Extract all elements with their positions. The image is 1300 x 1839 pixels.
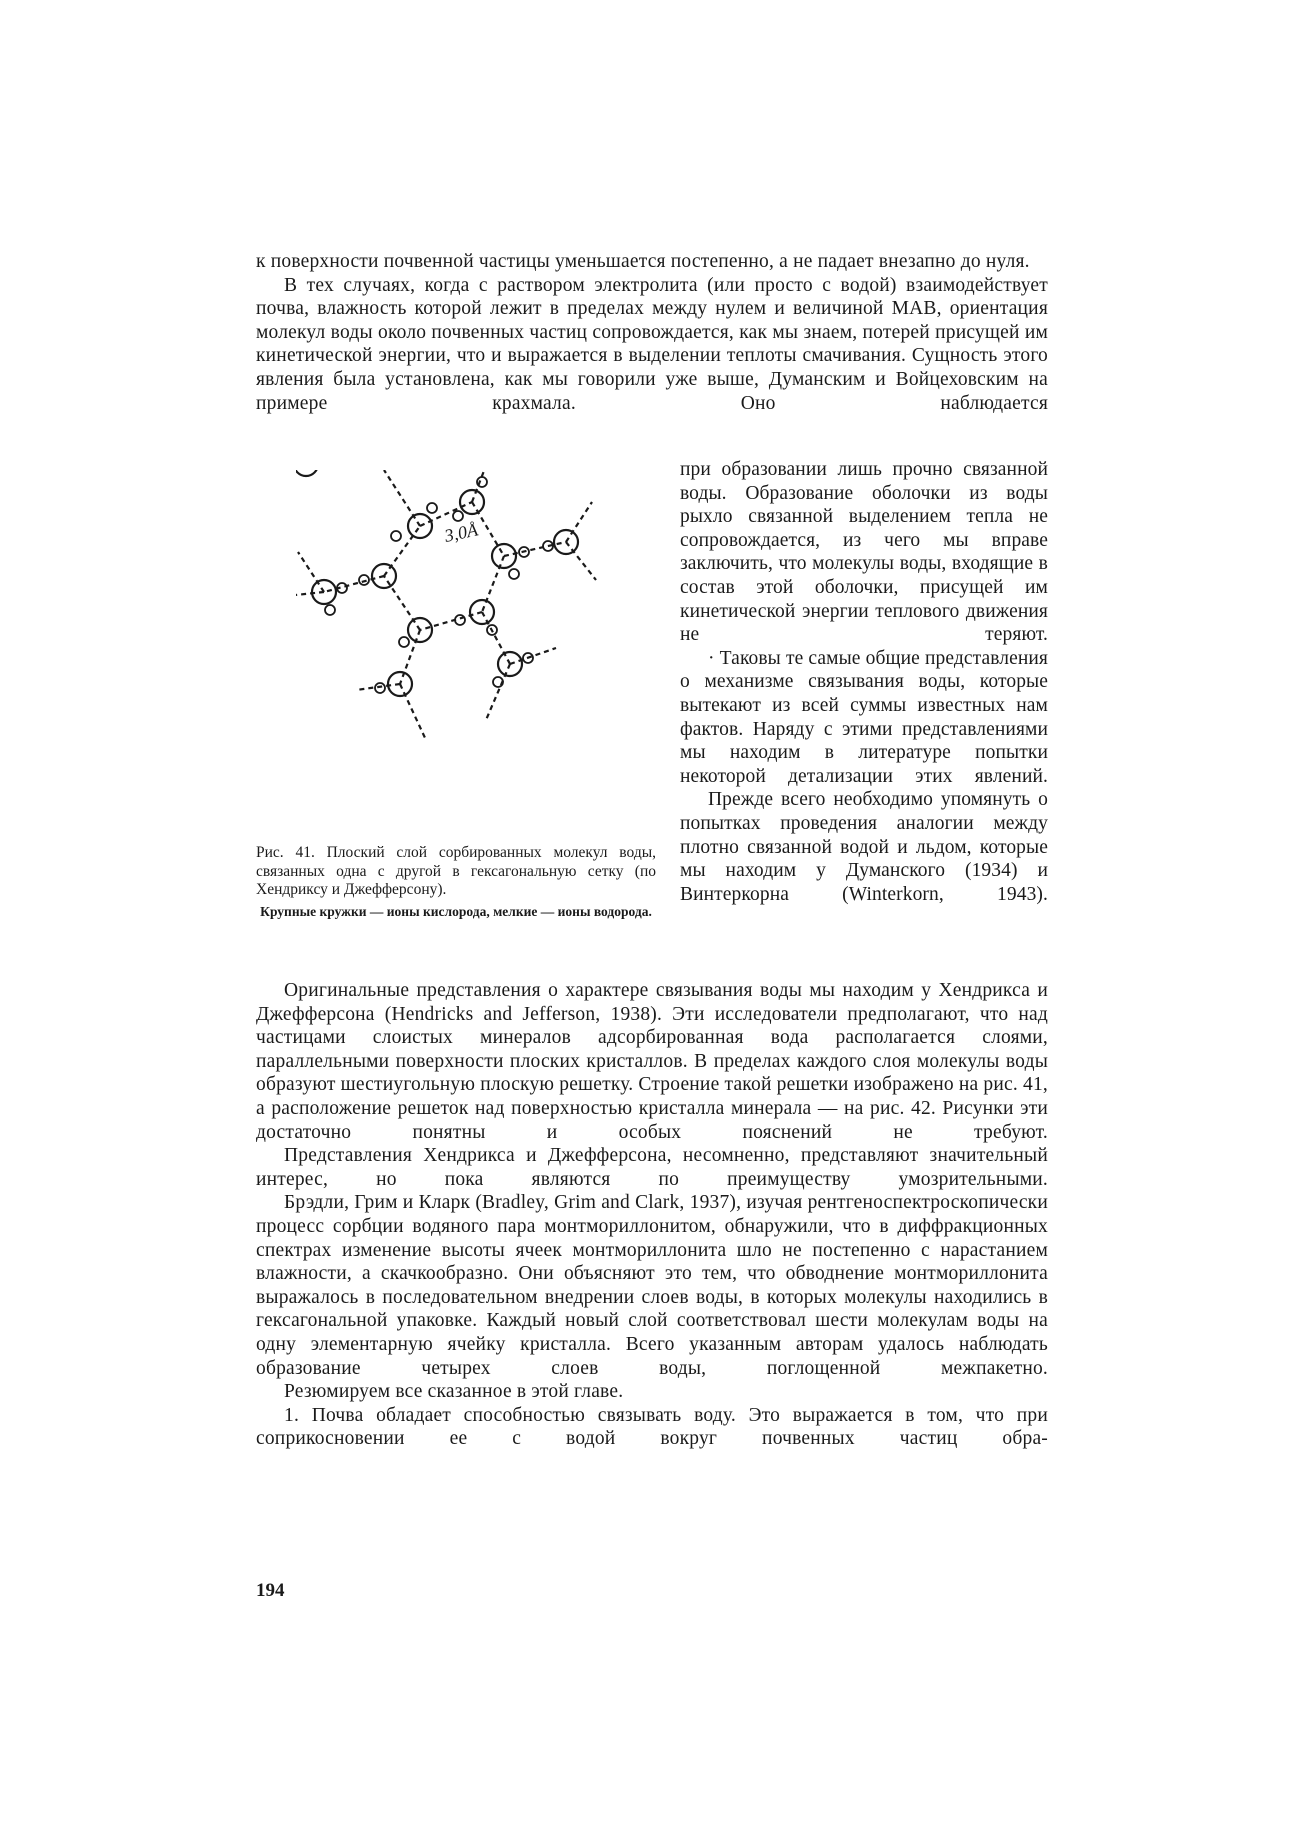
figure-caption — [256, 844, 656, 920]
oxygen-ion-circle — [296, 470, 318, 476]
lattice-diagram — [296, 470, 656, 830]
hydrogen-ion-circle — [455, 615, 465, 625]
hydrogen-ion-circle — [359, 575, 369, 585]
bond — [356, 684, 400, 690]
paragraph-speculative: Представления Хендрикса и Джефферсона, несомненно, представляют значительный интерес, но пока являются по преимуществу умозрительными. — [256, 1145, 1048, 1190]
paragraph-summary-1: 1. Почва обладает способностью связывать воду. Это выражается в том, что при соприкосновении ее с водой вокруг почвенных частиц обра- — [256, 1404, 1048, 1450]
paragraph-hendricks: Оригинальные представления о характере связывания воды мы находим у Хендрикса и Джефферсона (Hendricks and Jefferson, 1938). Эти исследователи предполагают, что над частицами слоистых минералов адсорбированная вода располагается слоями, параллельными поверхности плоских кристаллов. В пределах каждого слоя молекулы воды образуют шестиугольную плоскую решетку. Строение такой решетки изображено на рис. 41, а расположение решеток над поверхностью кристалла минерала — на рис. 42. Рисунки эти достаточно понятны и особых пояснений не требуют. — [256, 980, 1049, 1143]
paragraph-general-ideas: · Таковы те самые общие представления о механизме связывания воды, которые вытекают из всей суммы известных нам фактов. Наряду с этими представлениями мы находим в литературе попытки некоторой детализации этих явлений. — [680, 647, 1048, 787]
oxygen-ions — [296, 470, 578, 696]
bond — [566, 542, 596, 580]
paragraph-wetting-heat: В тех случаях, когда с раствором электролита (или просто с водой) взаимодействует почва, влажность которой лежит в пределах между нулем и величиной МАВ, ориентация молекул воды около почвенных частиц сопровождается, как мы знаем, потерей присущей им кинетической энергии, что и выражается в выделении теплоты смачивания. Сущность этого явления была установлена, как мы говорили уже выше, Думанским и Войцеховским на примере крахмала. Оно наблюдается — [256, 274, 1048, 414]
page-number: 194 — [256, 1580, 285, 1601]
distance-label: 3,0Å — [442, 519, 480, 546]
top-text — [256, 250, 1048, 415]
hydrogen-ion-circle — [391, 531, 401, 541]
hexagonal-water-lattice-figure — [296, 470, 656, 830]
bond — [400, 684, 426, 740]
bond — [482, 612, 510, 664]
bottom-text — [256, 979, 1048, 1451]
bond — [384, 470, 420, 526]
bond — [486, 664, 510, 720]
bond — [298, 552, 324, 592]
hydrogen-ion-circle — [427, 503, 437, 513]
hydrogen-ion-circle — [325, 605, 335, 615]
bond — [384, 576, 420, 630]
hydrogen-ion-circle — [399, 637, 409, 647]
bond — [384, 526, 420, 576]
bond — [296, 592, 324, 596]
paragraph-ice-analogy: Прежде всего необходимо упомянуть о попытках проведения аналогии между плотно связанной водой и льдом, которые мы находим у Думанского (1934) и Винтеркорна (Winterkorn, 1943). — [680, 789, 1048, 905]
hydrogen-ion-circle — [375, 683, 385, 693]
hydrogen-ion-circle — [477, 477, 487, 487]
right-column-text — [680, 458, 1048, 906]
caption-legend: Крупные кружки — ионы кислорода, мелкие — ионы водорода. — [260, 903, 652, 919]
hydrogen-ion-circle — [509, 569, 519, 579]
paragraph-bound-water: при образовании лишь прочно связанной воды. Образование оболочки из воды рыхло связанной выделением тепла не сопровождается, из чего мы вправе заключить, что молекулы воды, входящие в состав этой оболочки, присущей им кинетической энергии теплового движения не теряют. — [680, 459, 1048, 646]
bond — [482, 556, 504, 612]
paragraph-summary-intro: Резюмируем все сказанное в этой главе. — [284, 1381, 624, 1403]
hydrogen-ion-circle — [453, 511, 463, 521]
bond — [566, 502, 592, 542]
paragraph-bradley: Брэдли, Грим и Кларк (Bradley, Grim and Clark, 1937), изучая рентгеноспектроскопически процесс сорбции водяного пара монтмориллонитом, обнаружили, что в диффракционных спектрах изменение высоты ячеек монтмориллонита шло не постепенно с нарастанием влажности, а скачкообразно. Они объясняют это тем, что обводнение монтмориллонита выражалось в последовательном внедрении слоев воды, в которых молекулы находились в гексагональной упаковке. Каждый новый слой соответствовал шести молекулам воды на одну элементарную ячейку кристалла. Всего указанным авторам удалось наблюдать образование четырех слоев воды, поглощенной межпакетно. — [256, 1192, 1048, 1379]
caption-title: Рис. 41. Плоский слой сорбированных молекул воды, связанных одна с другой в гексагональную сетку (по Хендриксу и Джефферсону). — [256, 844, 656, 898]
paragraph-continuation: к поверхности почвенной частицы уменьшается постепенно, а не падает внезапно до нуля. — [256, 251, 1030, 272]
